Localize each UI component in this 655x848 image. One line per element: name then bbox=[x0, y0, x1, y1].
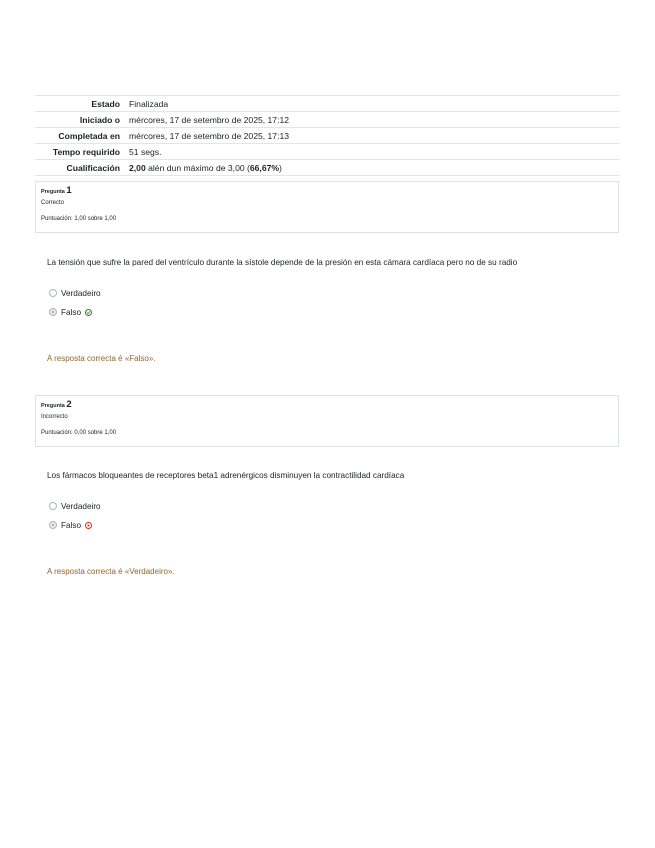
radio-button-selected[interactable] bbox=[49, 308, 57, 316]
grade-score: 2,00 bbox=[129, 162, 146, 173]
question-grade: Puntuación: 1,00 sobre 1,00 bbox=[41, 216, 117, 222]
summary-value: Finalizada bbox=[129, 98, 169, 109]
question-state: Incorrecto bbox=[41, 414, 68, 420]
summary-label: Estado bbox=[91, 98, 120, 109]
right-answer-feedback: A resposta correcta é «Falso». bbox=[47, 354, 156, 363]
question-info-box bbox=[35, 395, 619, 447]
summary-value: mércores, 17 de setembro de 2025, 17:12 bbox=[129, 114, 290, 125]
question-number-value: 2 bbox=[66, 399, 72, 410]
summary-label: Iniciado o bbox=[79, 114, 120, 125]
question-label: Pregunta bbox=[41, 189, 65, 195]
answer-option-true[interactable] bbox=[49, 500, 101, 512]
question-number bbox=[41, 400, 613, 411]
attempt-summary-table bbox=[35, 95, 620, 176]
summary-row-started bbox=[35, 112, 620, 128]
answer-label: Verdadeiro bbox=[61, 501, 101, 511]
radio-button[interactable] bbox=[49, 502, 57, 510]
question-label: Pregunta bbox=[41, 403, 65, 409]
question-text: La tensión que sufre la pared del ventrículo durante la sístole depende de la presión en esta cámara cardíaca pero no de su radio bbox=[47, 258, 518, 267]
right-answer-feedback: A resposta correcta é «Verdadeiro». bbox=[47, 567, 175, 576]
x-circle-icon bbox=[85, 522, 92, 529]
summary-row-grade bbox=[35, 160, 620, 176]
answer-option-false[interactable] bbox=[49, 306, 92, 318]
summary-value: 51 segs. bbox=[129, 146, 162, 157]
grade-mid: alén dun máximo de 3,00 ( bbox=[145, 162, 250, 173]
radio-button-selected[interactable] bbox=[49, 521, 57, 529]
summary-row-state bbox=[35, 96, 620, 112]
question-text: Los fármacos bloqueantes de receptores beta1 adrenérgicos disminuyen la contractilidad cardíaca bbox=[47, 471, 405, 480]
summary-value: mércores, 17 de setembro de 2025, 17:13 bbox=[129, 130, 290, 141]
question-number bbox=[41, 186, 613, 197]
question-info-box bbox=[35, 181, 619, 233]
answer-label: Verdadeiro bbox=[61, 288, 101, 298]
answer-label: Falso bbox=[61, 307, 82, 317]
summary-row-time bbox=[35, 144, 620, 160]
question-grade: Puntuación: 0,00 sobre 1,00 bbox=[41, 430, 117, 436]
summary-label: Tempo requirido bbox=[52, 146, 120, 157]
summary-value bbox=[124, 160, 620, 176]
answer-label: Falso bbox=[61, 520, 82, 530]
radio-button[interactable] bbox=[49, 289, 57, 297]
summary-row-completed bbox=[35, 128, 620, 144]
answer-option-true[interactable] bbox=[49, 287, 101, 299]
check-circle-icon bbox=[85, 309, 92, 316]
grade-end: ) bbox=[279, 162, 282, 173]
answer-option-false[interactable] bbox=[49, 519, 92, 531]
summary-label: Completada en bbox=[58, 130, 120, 141]
summary-label: Cualificación bbox=[66, 162, 120, 173]
grade-percent: 66,67% bbox=[249, 162, 280, 173]
question-state: Correcto bbox=[41, 200, 65, 206]
question-number-value: 1 bbox=[66, 185, 72, 196]
